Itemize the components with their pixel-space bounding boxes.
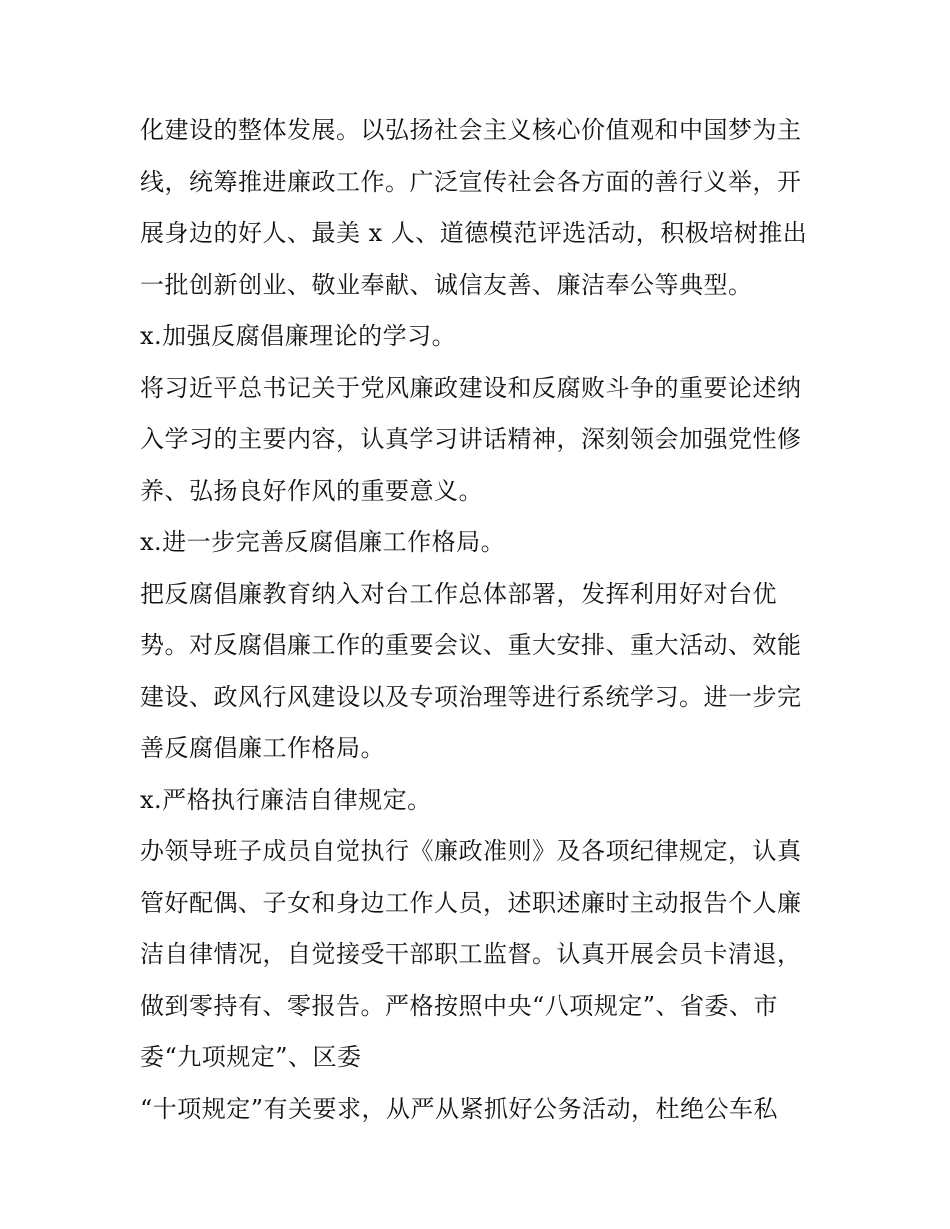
text-line: 善反腐倡廉工作格局。 xyxy=(140,734,385,762)
section-heading: x.加强反腐倡廉理论的学习。 xyxy=(140,322,457,350)
text-line: 办领导班子成员自觉执行《廉政准则》及各项纪律规定，认真 xyxy=(140,837,802,865)
text-line: 管好配偶、子女和身边工作人员，述职述廉时主动报告个人廉 xyxy=(140,888,802,917)
text-line: 势。对反腐倡廉工作的重要会议、重大安排、重大活动、效能 xyxy=(140,631,802,659)
text-line: 展身边的好人、最美 x 人、道德模范评选活动，积极培树推出 xyxy=(140,219,808,247)
section-heading: x.严格执行廉洁自律规定。 xyxy=(140,785,432,814)
text-line: 一批创新创业、敬业奉献、诚信友善、廉洁奉公等典型。 xyxy=(140,270,753,299)
document-body xyxy=(140,105,820,1135)
text-line: 委“九项规定”、区委 xyxy=(140,1043,362,1071)
text-line: 建设、政风行风建设以及专项治理等进行系统学习。进一步完 xyxy=(140,682,802,711)
text-line: 将习近平总书记关于党风廉政建设和反腐败斗争的重要论述纳 xyxy=(140,373,802,402)
text-line: 洁自律情况，自觉接受干部职工监督。认真开展会员卡清退， xyxy=(140,940,802,968)
text-line: 线，统筹推进廉政工作。广泛宣传社会各方面的善行义举，开 xyxy=(140,167,802,196)
text-line: 入学习的主要内容，认真学习讲话精神，深刻领会加强党性修 xyxy=(140,425,802,453)
text-line: 把反腐倡廉教育纳入对台工作总体部署，发挥利用好对台优 xyxy=(140,579,777,608)
text-line: 做到零持有、零报告。严格按照中央“八项规定”、省委、市 xyxy=(140,991,779,1020)
text-line: 化建设的整体发展。以弘扬社会主义核心价值观和中国梦为主 xyxy=(140,116,802,144)
section-heading: x.进一步完善反腐倡廉工作格局。 xyxy=(140,528,506,556)
text-line: 养、弘扬良好作风的重要意义。 xyxy=(140,476,483,505)
text-line: “十项规定”有关要求，从严从紧抓好公务活动，杜绝公车私 xyxy=(140,1094,779,1123)
